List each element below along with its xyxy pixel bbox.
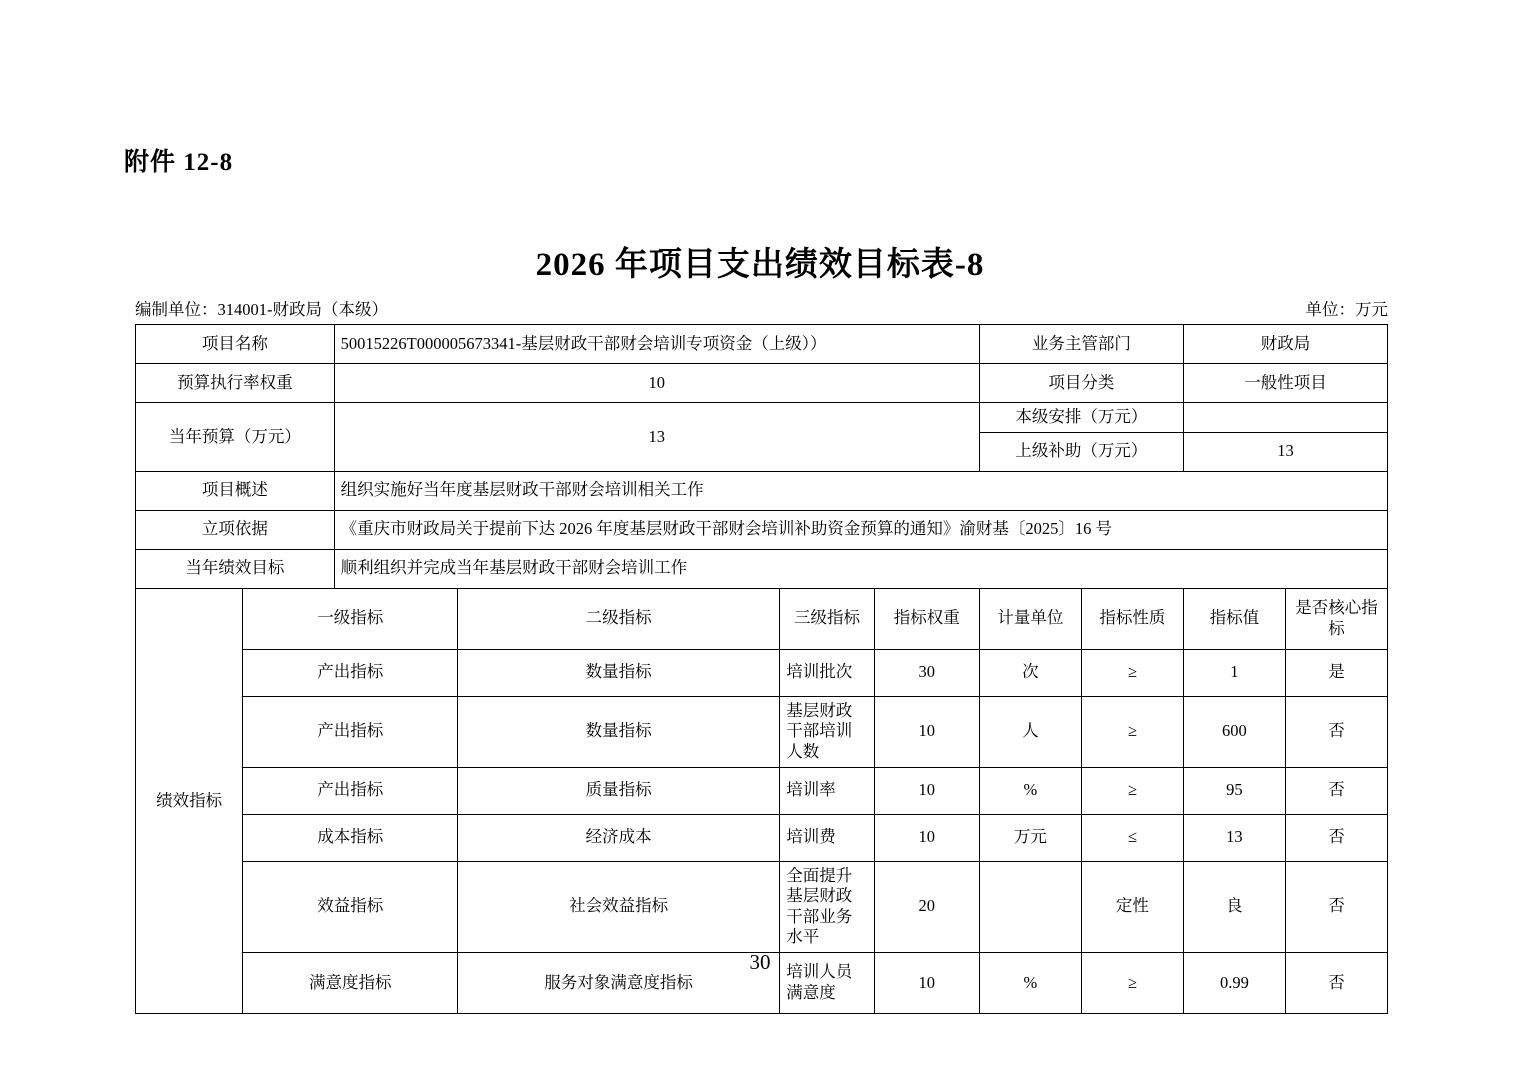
indicator-level1: 产出指标	[243, 696, 458, 767]
indicator-row	[136, 767, 1388, 814]
project-category-value: 一般性项目	[1183, 364, 1387, 403]
perf-indicator-label: 绩效指标	[136, 588, 243, 1013]
indicator-weight: 10	[874, 953, 979, 1014]
indicator-header-level3: 三级指标	[780, 588, 874, 649]
indicator-weight: 30	[874, 649, 979, 696]
performance-goal-table	[135, 324, 1388, 1014]
indicator-level2: 质量指标	[458, 767, 780, 814]
upper-subsidy-label: 上级补助（万元）	[979, 432, 1183, 471]
indicator-is-core: 否	[1285, 814, 1387, 861]
indicator-unit: %	[979, 953, 1081, 1014]
indicator-unit: %	[979, 767, 1081, 814]
indicator-nature: ≥	[1081, 649, 1183, 696]
indicator-nature: ≥	[1081, 696, 1183, 767]
project-overview-label: 项目概述	[136, 471, 335, 510]
current-budget-label: 当年预算（万元）	[136, 403, 335, 472]
indicator-level1: 满意度指标	[243, 953, 458, 1014]
indicator-unit: 人	[979, 696, 1081, 767]
indicator-nature: 定性	[1081, 861, 1183, 953]
indicator-nature: ≥	[1081, 953, 1183, 1014]
upper-subsidy-value: 13	[1183, 432, 1387, 471]
indicator-nature: ≥	[1081, 767, 1183, 814]
indicator-row	[136, 861, 1388, 953]
local-arrange-value	[1183, 403, 1387, 433]
indicator-weight: 10	[874, 814, 979, 861]
local-arrange-label: 本级安排（万元）	[979, 403, 1183, 433]
indicator-row	[136, 649, 1388, 696]
indicator-is-core: 否	[1285, 953, 1387, 1014]
table-row	[136, 325, 1388, 364]
meta-row	[135, 296, 1388, 318]
attachment-label: 附件 12-8	[124, 149, 234, 176]
indicator-level3: 基层财政干部培训人数	[780, 696, 874, 767]
indicator-value: 0.99	[1183, 953, 1285, 1014]
indicator-unit: 万元	[979, 814, 1081, 861]
indicator-header-value: 指标值	[1183, 588, 1285, 649]
basis-label: 立项依据	[136, 510, 335, 549]
project-name-label: 项目名称	[136, 325, 335, 364]
basis-value: 《重庆市财政局关于提前下达 2026 年度基层财政干部财会培训补助资金预算的通知》渝财基〔2025〕16 号	[334, 510, 1387, 549]
indicator-is-core: 否	[1285, 767, 1387, 814]
table-row	[136, 510, 1388, 549]
page-number: 30	[749, 950, 771, 974]
indicator-header-weight: 指标权重	[874, 588, 979, 649]
indicator-header-is-core: 是否核心指标	[1285, 588, 1387, 649]
table-row	[136, 364, 1388, 403]
indicator-value: 13	[1183, 814, 1285, 861]
indicator-unit	[979, 861, 1081, 953]
indicator-level1: 产出指标	[243, 767, 458, 814]
indicator-level1: 成本指标	[243, 814, 458, 861]
annual-goal-value: 顺利组织并完成当年基层财政干部财会培训工作	[334, 549, 1387, 588]
indicator-value: 1	[1183, 649, 1285, 696]
unit-label: 单位：万元	[1305, 300, 1388, 319]
table-row	[136, 403, 1388, 433]
indicator-header-level2: 二级指标	[458, 588, 780, 649]
budget-exec-weight-value: 10	[334, 364, 979, 403]
indicator-level3: 培训人员满意度	[780, 953, 874, 1014]
project-category-label: 项目分类	[979, 364, 1183, 403]
indicator-weight: 20	[874, 861, 979, 953]
indicator-level3: 培训率	[780, 767, 874, 814]
indicator-row	[136, 814, 1388, 861]
indicator-level2: 数量指标	[458, 696, 780, 767]
dept-label: 业务主管部门	[979, 325, 1183, 364]
indicator-value: 600	[1183, 696, 1285, 767]
indicator-is-core: 否	[1285, 696, 1387, 767]
indicator-level3: 培训费	[780, 814, 874, 861]
indicator-level1: 产出指标	[243, 649, 458, 696]
indicator-level2: 经济成本	[458, 814, 780, 861]
indicator-value: 良	[1183, 861, 1285, 953]
current-budget-value: 13	[334, 403, 979, 472]
indicator-header-nature: 指标性质	[1081, 588, 1183, 649]
dept-value: 财政局	[1183, 325, 1387, 364]
indicator-unit: 次	[979, 649, 1081, 696]
indicator-weight: 10	[874, 767, 979, 814]
project-name-value: 50015226T000005673341-基层财政干部财会培训专项资金（上级））	[334, 325, 979, 364]
indicator-is-core: 否	[1285, 861, 1387, 953]
indicator-weight: 10	[874, 696, 979, 767]
indicator-level3: 全面提升基层财政干部业务水平	[780, 861, 874, 953]
indicator-nature: ≤	[1081, 814, 1183, 861]
indicator-is-core: 是	[1285, 649, 1387, 696]
annual-goal-label: 当年绩效目标	[136, 549, 335, 588]
indicator-row	[136, 696, 1388, 767]
indicator-level2: 数量指标	[458, 649, 780, 696]
indicator-header-row	[136, 588, 1388, 649]
table-row	[136, 549, 1388, 588]
table-row	[136, 471, 1388, 510]
indicator-header-level1: 一级指标	[243, 588, 458, 649]
indicator-value: 95	[1183, 767, 1285, 814]
indicator-level3: 培训批次	[780, 649, 874, 696]
budget-exec-weight-label: 预算执行率权重	[136, 364, 335, 403]
indicator-level2: 社会效益指标	[458, 861, 780, 953]
indicator-level2: 服务对象满意度指标	[458, 953, 780, 1014]
prepared-by-label: 编制单位：314001-财政局（本级）	[135, 300, 388, 319]
indicator-header-unit: 计量单位	[979, 588, 1081, 649]
project-overview-value: 组织实施好当年度基层财政干部财会培训相关工作	[334, 471, 1387, 510]
page-title: 2026 年项目支出绩效目标表-8	[535, 247, 985, 283]
indicator-level1: 效益指标	[243, 861, 458, 953]
